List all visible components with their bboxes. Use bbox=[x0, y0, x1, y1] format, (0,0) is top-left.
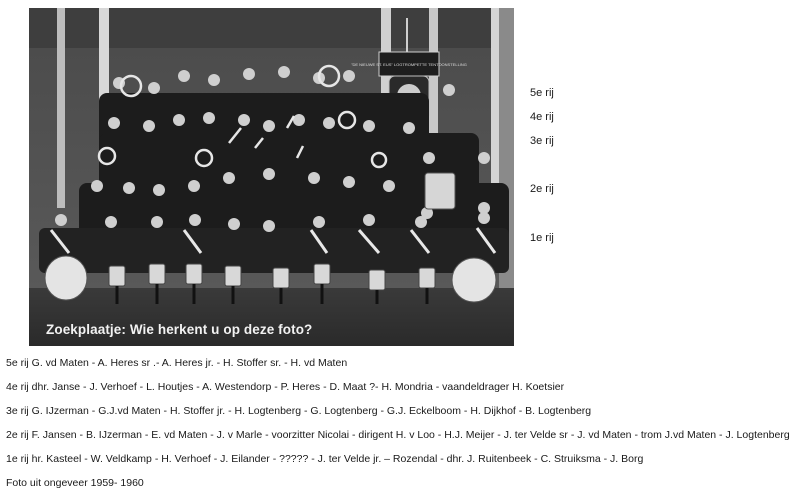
photo-caption: Zoekplaatje: Wie herkent u op deze foto? bbox=[46, 322, 313, 337]
row-label-4: 4e rij bbox=[530, 111, 554, 123]
names-row-2: 2e rij F. Jansen - B. IJzerman - E. vd Maten - J. v Marle - voorzitter Nicolai - dirigent H. v Loo - H.J. Meijer - J. ter Velde sr - J. vd Maten - trom J.vd Maten - J. Logtenberg bbox=[6, 429, 790, 441]
band-photo bbox=[29, 8, 514, 346]
names-row-5: 5e rij G. vd Maten - A. Heres sr .- A. Heres jr. - H. Stoffer sr. - H. vd Maten bbox=[6, 357, 348, 369]
band-photo-image bbox=[29, 8, 514, 346]
row-label-5: 5e rij bbox=[530, 87, 554, 99]
row-label-1: 1e rij bbox=[530, 232, 554, 244]
row-label-3: 3e rij bbox=[530, 135, 554, 147]
banner-text: "DE NIEUWE ST. EUS" LOGTROMPETTE TENTOONSTELLING bbox=[351, 62, 467, 67]
names-row-3: 3e rij G. IJzerman - G.J.vd Maten - H. Stoffer jr. - H. Logtenberg - G. Logtenberg - G.J. Eckelboom - H. Dijkhof - B. Logtenberg bbox=[6, 405, 592, 417]
row-label-2: 2e rij bbox=[530, 183, 554, 195]
names-row-1: 1e rij hr. Kasteel - W. Veldkamp - H. Verhoef - J. Eilander - ????? - J. ter Velde jr. – Rozendal - dhr. J. Ruitenbeek - C. Struiksma - J. Borg bbox=[6, 453, 644, 465]
names-row-4: 4e rij dhr. Janse - J. Verhoef - L. Houtjes - A. Westendorp - P. Heres - D. Maat ?- H. Mondria - vaandeldrager H. Koetsier bbox=[6, 381, 565, 393]
photo-date-note: Foto uit ongeveer 1959- 1960 bbox=[6, 477, 144, 489]
